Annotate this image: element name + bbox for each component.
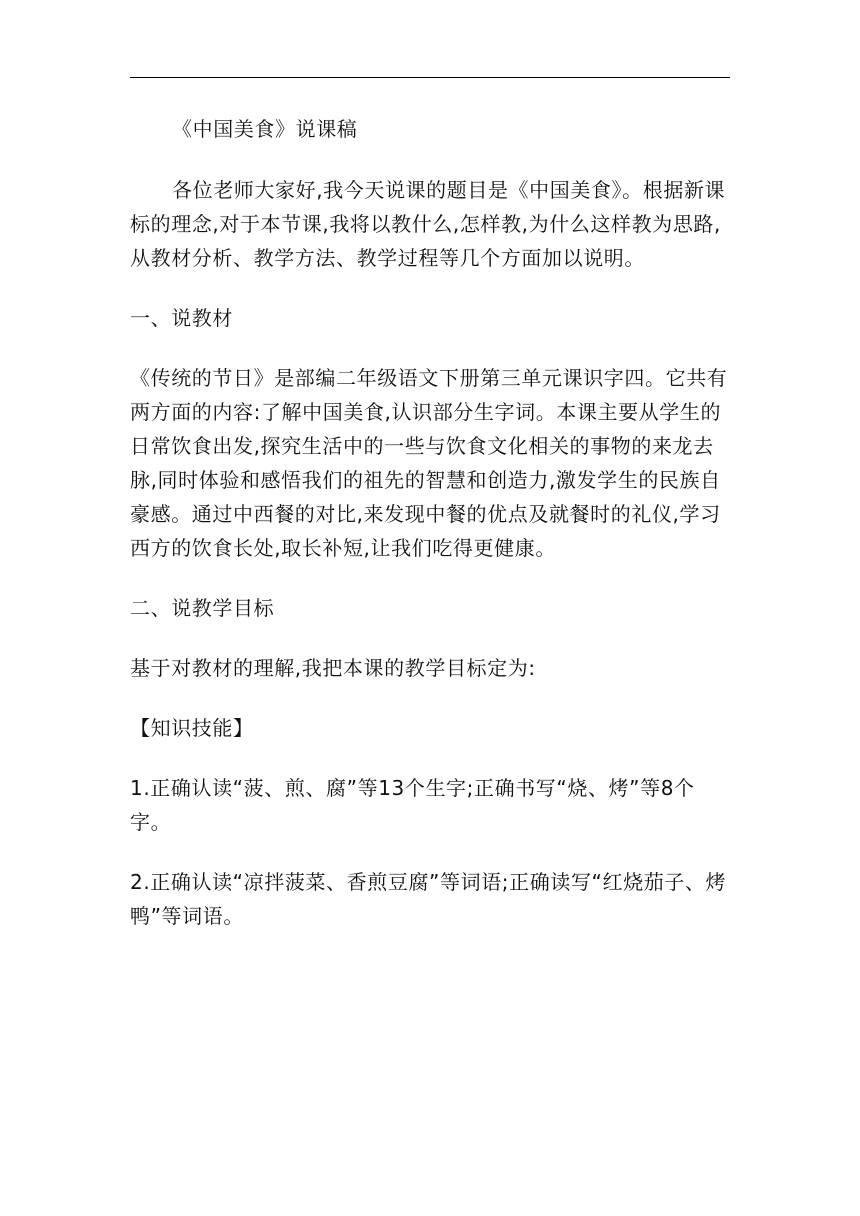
section-heading-goals: 二、说教学目标 — [130, 596, 275, 620]
intro-paragraph: 各位老师大家好,我今天说课的题目是《中国美食》。根据新课标的理念,对于本节课,我将以教什么,怎样教,为什么这样教为思路,从教材分析、教学方法、教学过程等几个方面加以说明。 — [130, 178, 726, 270]
textbook-paragraph: 《传统的节日》是部编二年级语文下册第三单元课识字四。它共有两方面的内容:了解中国美食,认识部分生字词。本课主要从学生的日常饮食出发,探究生活中的一些与饮食文化相关的事物的来龙去脉,同时体验和感悟我们的祖先的智慧和创造力,激发学生的民族自豪感。通过中西餐的对比,来发现中餐的优点及就餐时的礼仪,学习西方的饮食长处,取长补短,让我们吃得更健康。 — [130, 366, 728, 560]
document-body — [130, 112, 732, 959]
header-rule — [130, 77, 730, 78]
goals-intro-paragraph: 基于对教材的理解,我把本课的教学目标定为: — [130, 656, 536, 680]
goal-item-1: 1.正确认读“菠、煎、腐”等13个生字;正确书写“烧、烤”等8个字。 — [130, 776, 695, 834]
document-title: 《中国美食》说课稿 — [172, 117, 358, 141]
knowledge-skills-heading: 【知识技能】 — [130, 716, 254, 740]
section-heading-textbook: 一、说教材 — [130, 306, 233, 330]
goal-item-2: 2.正确认读“凉拌菠菜、香煎豆腐”等词语;正确读写“红烧茄子、烤鸭”等词语。 — [130, 870, 727, 928]
